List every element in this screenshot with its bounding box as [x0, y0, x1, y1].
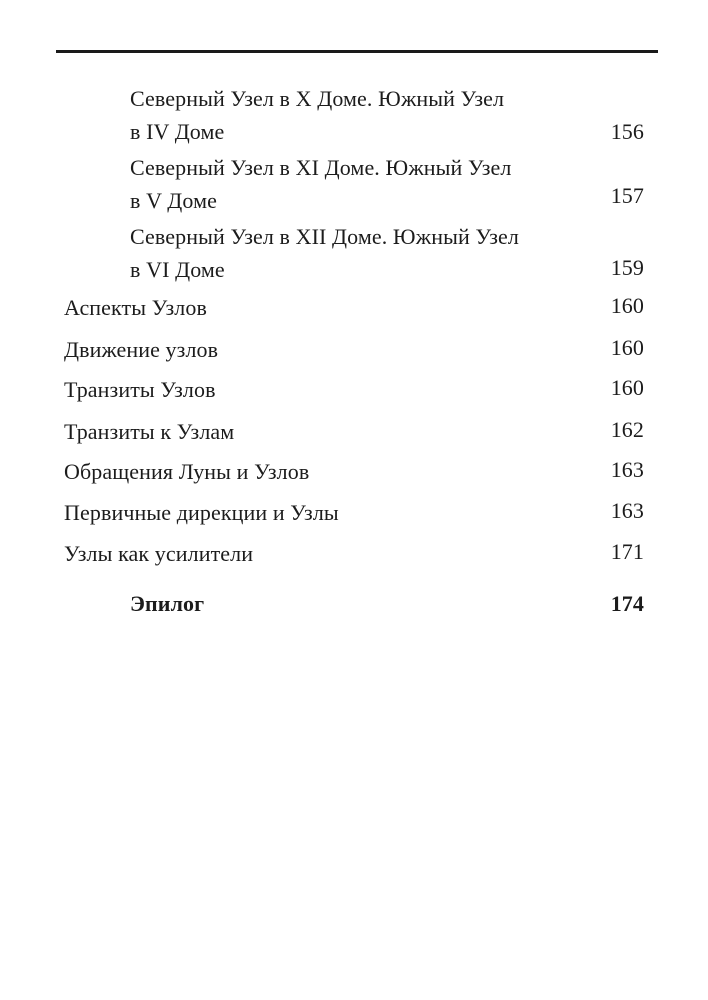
toc-entry-title: Узлы как усилители: [64, 541, 254, 566]
header-rule: [56, 50, 658, 53]
toc-entry-title: Первичные дирекции и Узлы: [64, 500, 339, 525]
toc-entry-title-line2: в IV Доме: [130, 119, 225, 144]
toc-entry-page: 162: [610, 417, 644, 442]
toc-entry: [0, 413, 708, 447]
toc-entry-page: 160: [610, 375, 644, 400]
toc-entry-page: 156: [610, 119, 644, 144]
toc-entry-page: 159: [610, 255, 644, 280]
toc-entry-title-line2: в V Доме: [130, 188, 217, 213]
toc-entry: [0, 494, 708, 528]
toc-entry-title-line1: Северный Узел в XI Доме. Южный Узел: [130, 155, 512, 180]
toc-epilog-entry: [0, 587, 708, 621]
toc-entry-title: Движение узлов: [64, 337, 219, 362]
toc-entry-title: Транзиты к Узлам: [64, 419, 235, 444]
toc-entry: [0, 82, 708, 152]
toc-entry-page: 160: [610, 293, 644, 318]
toc-entry: [0, 289, 708, 323]
toc-entry-page: 171: [610, 539, 644, 564]
toc-entry-page: 163: [610, 498, 644, 523]
toc-entry-title: Транзиты Узлов: [64, 377, 216, 402]
toc-entry: [0, 151, 708, 221]
toc-entry-title-line2: в VI Доме: [130, 257, 225, 282]
toc-entry-page: 160: [610, 335, 644, 360]
toc-entry-title-line1: Северный Узел в XII Доме. Южный Узел: [130, 224, 519, 249]
toc-entry-title: Аспекты Узлов: [64, 295, 207, 320]
toc-entry-title-line1: Северный Узел в X Доме. Южный Узел: [130, 86, 505, 111]
toc-entry: [0, 535, 708, 569]
toc-epilog-title: Эпилог: [130, 591, 205, 616]
toc-entry-page: 163: [610, 457, 644, 482]
toc-entry: [0, 220, 708, 290]
toc-entry: [0, 371, 708, 405]
toc-entry: [0, 331, 708, 365]
toc-entry-title: Обращения Луны и Узлов: [64, 459, 310, 484]
toc-entry: [0, 453, 708, 487]
toc-entry-page: 157: [610, 183, 644, 208]
toc-epilog-page: 174: [610, 591, 644, 616]
